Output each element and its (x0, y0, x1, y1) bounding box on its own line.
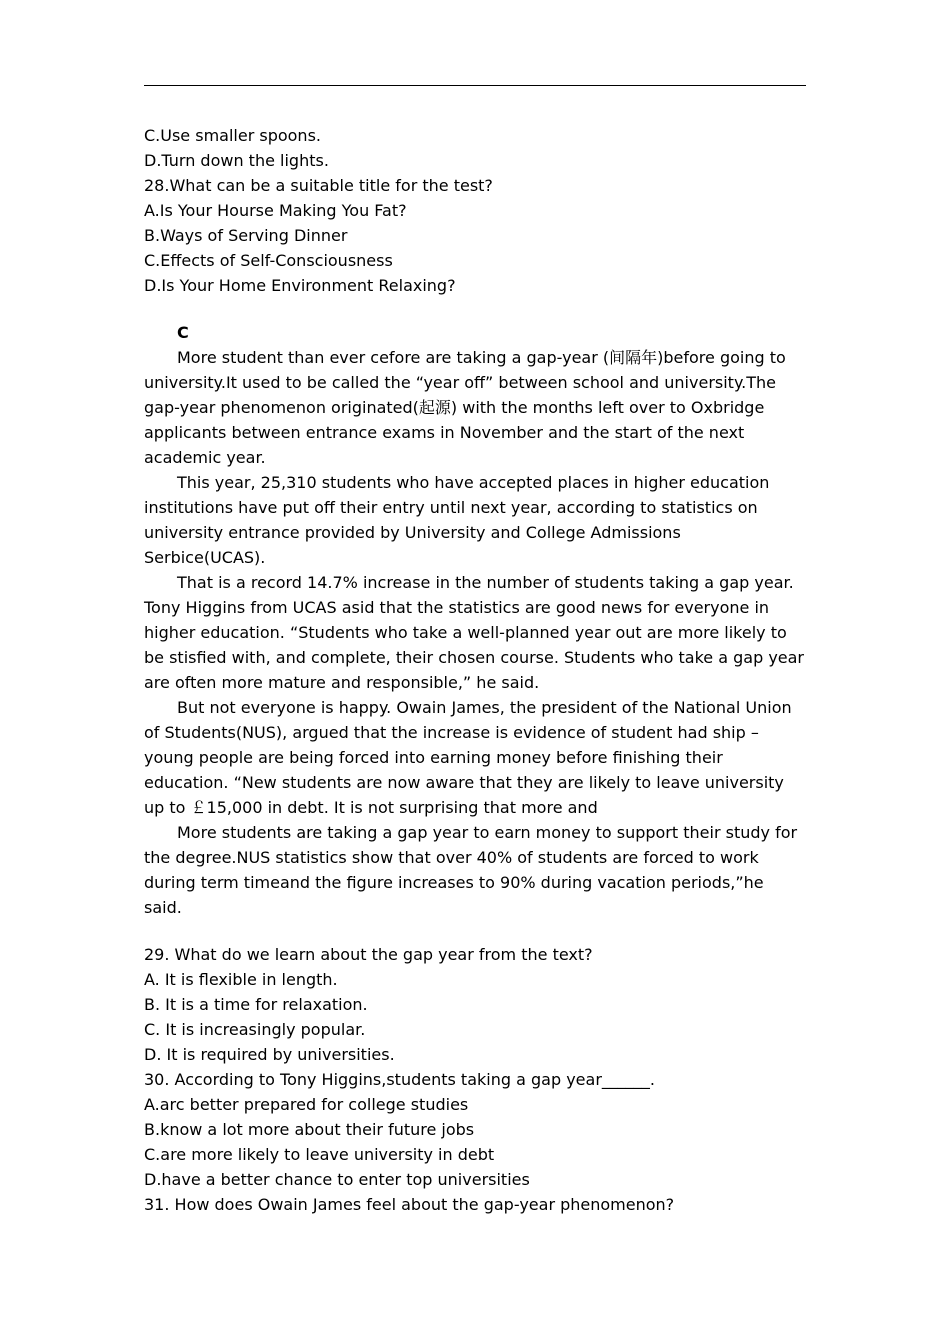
q29-option-b: B. It is a time for relaxation. (144, 995, 368, 1014)
q30-option-c: C.are more likely to leave university in debt (144, 1145, 495, 1164)
q30-option-d: D.have a better chance to enter top universities (144, 1170, 530, 1189)
passage-heading: C (177, 323, 189, 342)
q30-option-a: A.arc better prepared for college studies (144, 1095, 469, 1114)
passage-paragraph-3: That is a record 14.7% increase in the number of students taking a gap year. Tony Higgins from UCAS asid that the statistics are good news for everyone in higher education. “Students who take a well-planned year out are more likely to be stisfied with, and complete, their chosen course. Students who take a gap year are often more mature and responsible,” he said. (144, 573, 805, 692)
q28-question: 28.What can be a suitable title for the test? (144, 176, 493, 195)
q28-option-b: B.Ways of Serving Dinner (144, 226, 348, 245)
q28-option-d: D.Is Your Home Environment Relaxing? (144, 276, 456, 295)
q29-option-a: A. It is flexible in length. (144, 970, 338, 989)
passage-paragraph-5: More students are taking a gap year to earn money to support their study for the degree.NUS statistics show that over 40% of students are forced to work during term timeand the figure increases to 90% during vacation periods,”he said. (144, 823, 798, 917)
q29-option-c: C. It is increasingly popular. (144, 1020, 366, 1039)
passage-paragraph-1: More student than ever cefore are taking a gap-year (间隔年)before going to university.It used to be called the “year off” between school and university.The gap-year phenomenon originated(起源) with the months left over to Oxbridge applicants between entrance exams in November and the start of the next academic year. (144, 348, 786, 467)
header-rule (144, 85, 806, 86)
q28-option-c: C.Effects of Self-Consciousness (144, 251, 393, 270)
q29-option-d: D. It is required by universities. (144, 1045, 395, 1064)
passage-paragraph-4: But not everyone is happy. Owain James, the president of the National Union of Students(NUS), argued that the increase is evidence of student had ship – young people are being forced into earning money before finishing their education. “New students are now aware that they are likely to leave university up to ￡15,000 in debt. It is not surprising that more and (144, 698, 792, 817)
q27-option-d: D.Turn down the lights. (144, 151, 329, 170)
q29-question: 29. What do we learn about the gap year from the text? (144, 945, 593, 964)
q30-question: 30. According to Tony Higgins,students taking a gap year______. (144, 1070, 655, 1089)
q28-option-a: A.Is Your Hourse Making You Fat? (144, 201, 407, 220)
passage-paragraph-2: This year, 25,310 students who have accepted places in higher education institutions have put off their entry until next year, according to statistics on university entrance provided by University and College Admissions Serbice(UCAS). (144, 473, 770, 567)
document-body (144, 123, 806, 1217)
q27-option-c: C.Use smaller spoons. (144, 126, 321, 145)
q31-question: 31. How does Owain James feel about the gap-year phenomenon? (144, 1195, 675, 1214)
q30-option-b: B.know a lot more about their future jobs (144, 1120, 475, 1139)
